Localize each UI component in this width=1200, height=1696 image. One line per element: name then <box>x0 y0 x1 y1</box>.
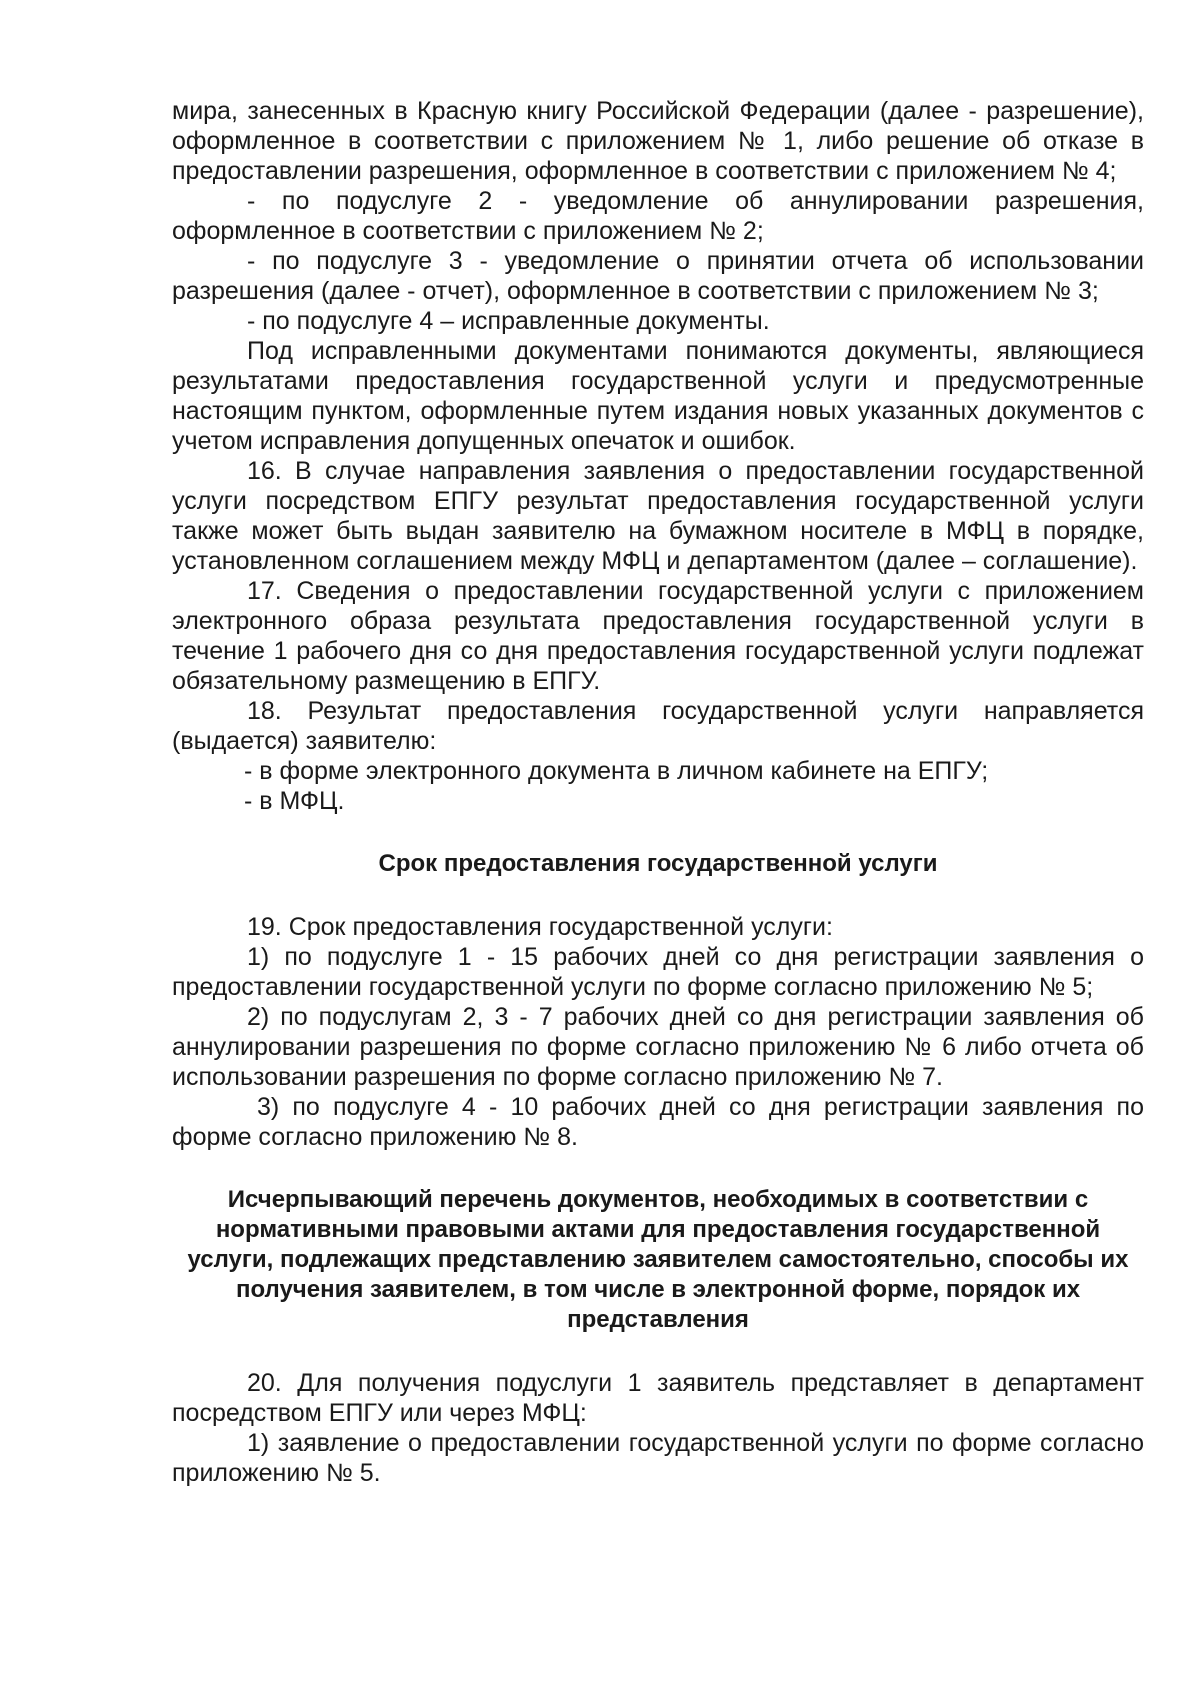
paragraph-subservice-2: - по подуслуге 2 - уведомление об аннулировании разрешения, оформленное в соответствии с приложением № 2; <box>172 187 1144 245</box>
paragraph-16: 16. В случае направления заявления о предоставлении государственной услуги посредством ЕПГУ результат предоставления государственной услуги также может быть выдан заявителю на бумажном носителе в МФЦ в порядке, установленном соглашением между МФЦ и департаментом (далее – соглашение). <box>172 457 1144 575</box>
paragraph-18-item-2: - в МФЦ. <box>244 787 345 815</box>
paragraph-corrected-documents: Под исправленными документами понимаются документы, являющиеся результатами предоставления государственной услуги и предусмотренные настоящим пунктом, оформленные путем издания новых указанных документов с учетом исправления допущенных опечаток и ошибок. <box>172 337 1144 455</box>
paragraph-17: 17. Сведения о предоставлении государственной услуги с приложением электронного образа результата предоставления государственной услуги в течение 1 рабочего дня со дня предоставления государственной услуги подлежат обязательному размещению в ЕПГУ. <box>172 577 1144 695</box>
paragraph-20-item-1: 1) заявление о предоставлении государственной услуги по форме согласно приложению № 5. <box>172 1429 1144 1487</box>
paragraph-19-item-2: 2) по подуслугам 2, 3 - 7 рабочих дней со дня регистрации заявления об аннулировании разрешения по форме согласно приложению № 6 либо отчета об использовании разрешения по форме согласно приложению № 7. <box>172 1003 1144 1091</box>
paragraph-subservice-4: - по подуслуге 4 – исправленные документы. <box>247 307 770 335</box>
paragraph-18: 18. Результат предоставления государственной услуги направляется (выдается) заявителю: <box>172 697 1144 755</box>
heading-service-term: Срок предоставления государственной услуги <box>378 850 938 877</box>
paragraph-19: 19. Срок предоставления государственной услуги: <box>247 913 833 941</box>
paragraph-18-item-1: - в форме электронного документа в личном кабинете на ЕПГУ; <box>244 757 989 785</box>
paragraph-19-item-3: 3) по подуслуге 4 - 10 рабочих дней со дня регистрации заявления по форме согласно приложению № 8. <box>172 1093 1144 1151</box>
paragraph-19-item-1: 1) по подуслуге 1 - 15 рабочих дней со дня регистрации заявления о предоставлении государственной услуги по форме согласно приложению № 5; <box>172 943 1144 1001</box>
paragraph-subservice-3: - по подуслуге 3 - уведомление о принятии отчета об использовании разрешения (далее - отчет), оформленное в соответствии с приложением № 3; <box>172 247 1144 305</box>
heading-documents-list: Исчерпывающий перечень документов, необходимых в соответствии с нормативными правовыми актами для предоставления государственной услуги, подлежащих представлению заявителем самостоятельно, способы их получения заявителем, в том числе в электронной форме, порядок их представления <box>187 1186 1129 1333</box>
document-page <box>172 96 1144 1488</box>
paragraph-continuation: мира, занесенных в Красную книгу Российской Федерации (далее - разрешение), оформленное в соответствии с приложением № 1, либо решение об отказе в предоставлении разрешения, оформленное в соответствии с приложением № 4; <box>172 97 1144 185</box>
paragraph-20: 20. Для получения подуслуги 1 заявитель представляет в департамент посредством ЕПГУ или через МФЦ: <box>172 1369 1144 1427</box>
